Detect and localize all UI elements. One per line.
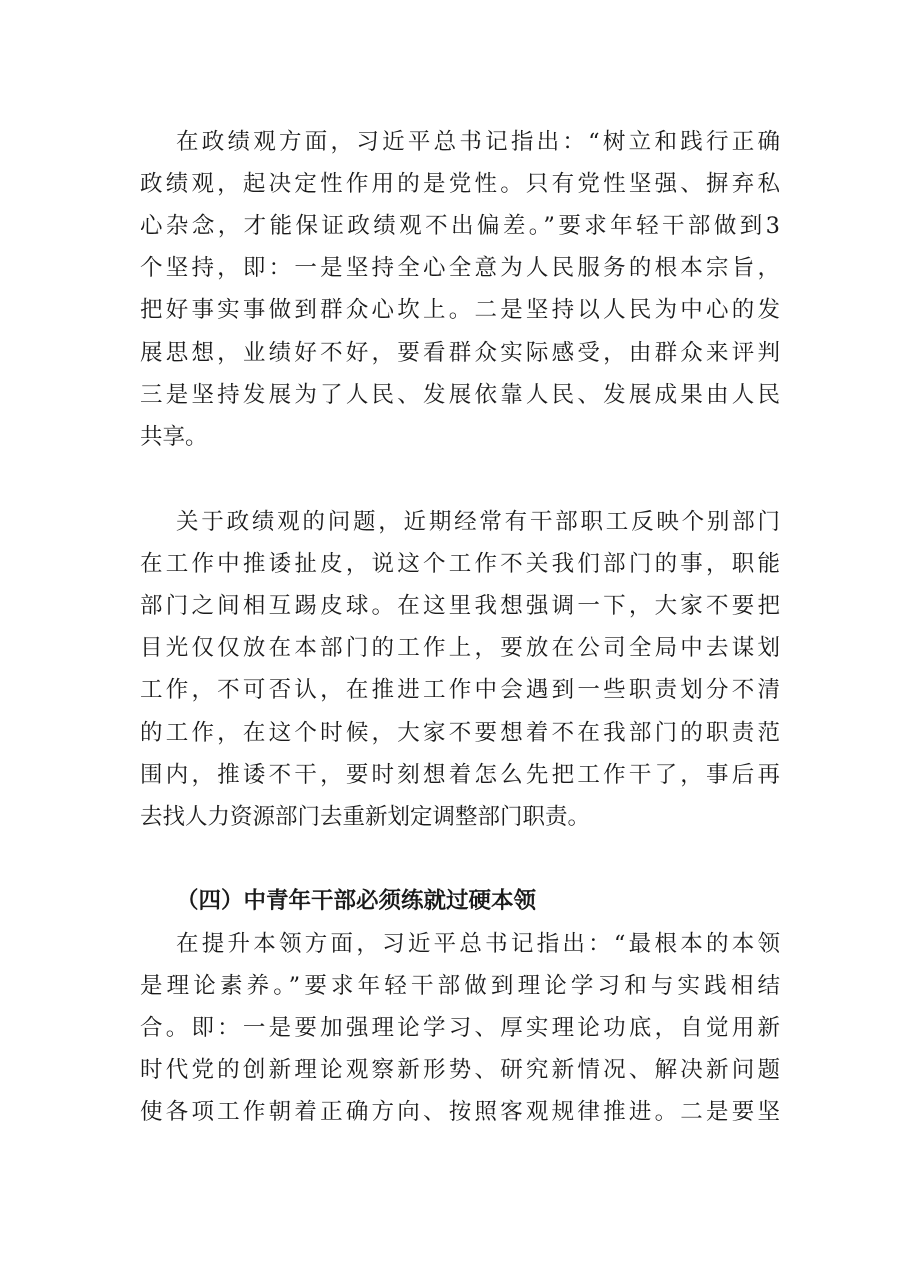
paragraph-1-line-3: 心杂念，才能保证政绩观不出偏差。”要求年轻干部做到3	[140, 213, 780, 239]
paragraph-1-line-8: 共享。	[140, 424, 208, 450]
paragraph-2-line-7: 围内，推诿不干，要时刻想着怎么先把工作干了，事后再	[140, 762, 780, 788]
paragraph-3-line-3: 合。即：一是要加强理论学习、厚实理论功底，自觉用新	[140, 1015, 780, 1041]
paragraph-3-line-2: 是理论素养。”要求年轻干部做到理论学习和与实践相结	[140, 973, 780, 999]
paragraph-2-line-4: 目光仅仅放在本部门的工作上，要放在公司全局中去谋划	[140, 635, 780, 661]
paragraph-1-line-7: 三是坚持发展为了人民、发展依靠人民、发展成果由人民	[140, 382, 780, 408]
paragraph-2-line-2: 在工作中推诿扯皮，说这个工作不关我们部门的事，职能	[140, 551, 780, 577]
paragraph-1-line-5: 把好事实事做到群众心坎上。二是坚持以人民为中心的发	[140, 297, 780, 323]
paragraph-1-line-1: 在政绩观方面，习近平总书记指出：“树立和践行正确	[176, 129, 780, 155]
paragraph-3-line-1: 在提升本领方面，习近平总书记指出：“最根本的本领	[176, 931, 780, 957]
paragraph-1-line-4: 个坚持，即：一是坚持全心全意为人民服务的根本宗旨，	[140, 255, 780, 281]
paragraph-3-line-5: 使各项工作朝着正确方向、按照客观规律推进。二是要坚	[140, 1099, 780, 1125]
paragraph-1-line-2: 政绩观，起决定性作用的是党性。只有党性坚强、摒弃私	[140, 171, 780, 197]
paragraph-2-line-1: 关于政绩观的问题，近期经常有干部职工反映个别部门	[176, 509, 780, 535]
paragraph-2-line-3: 部门之间相互踢皮球。在这里我想强调一下，大家不要把	[140, 593, 780, 619]
paragraph-3-line-4: 时代党的创新理论观察新形势、研究新情况、解决新问题	[140, 1057, 780, 1083]
paragraph-2-line-5: 工作，不可否认，在推进工作中会遇到一些职责划分不清	[140, 677, 780, 703]
section-heading: （四）中青年干部必须练就过硬本领	[176, 888, 537, 914]
paragraph-1-line-6: 展思想，业绩好不好，要看群众实际感受，由群众来评判	[140, 340, 780, 366]
paragraph-2-line-8: 去找人力资源部门去重新划定调整部门职责。	[140, 804, 591, 830]
paragraph-2-line-6: 的工作，在这个时候，大家不要想着不在我部门的职责范	[140, 720, 780, 746]
